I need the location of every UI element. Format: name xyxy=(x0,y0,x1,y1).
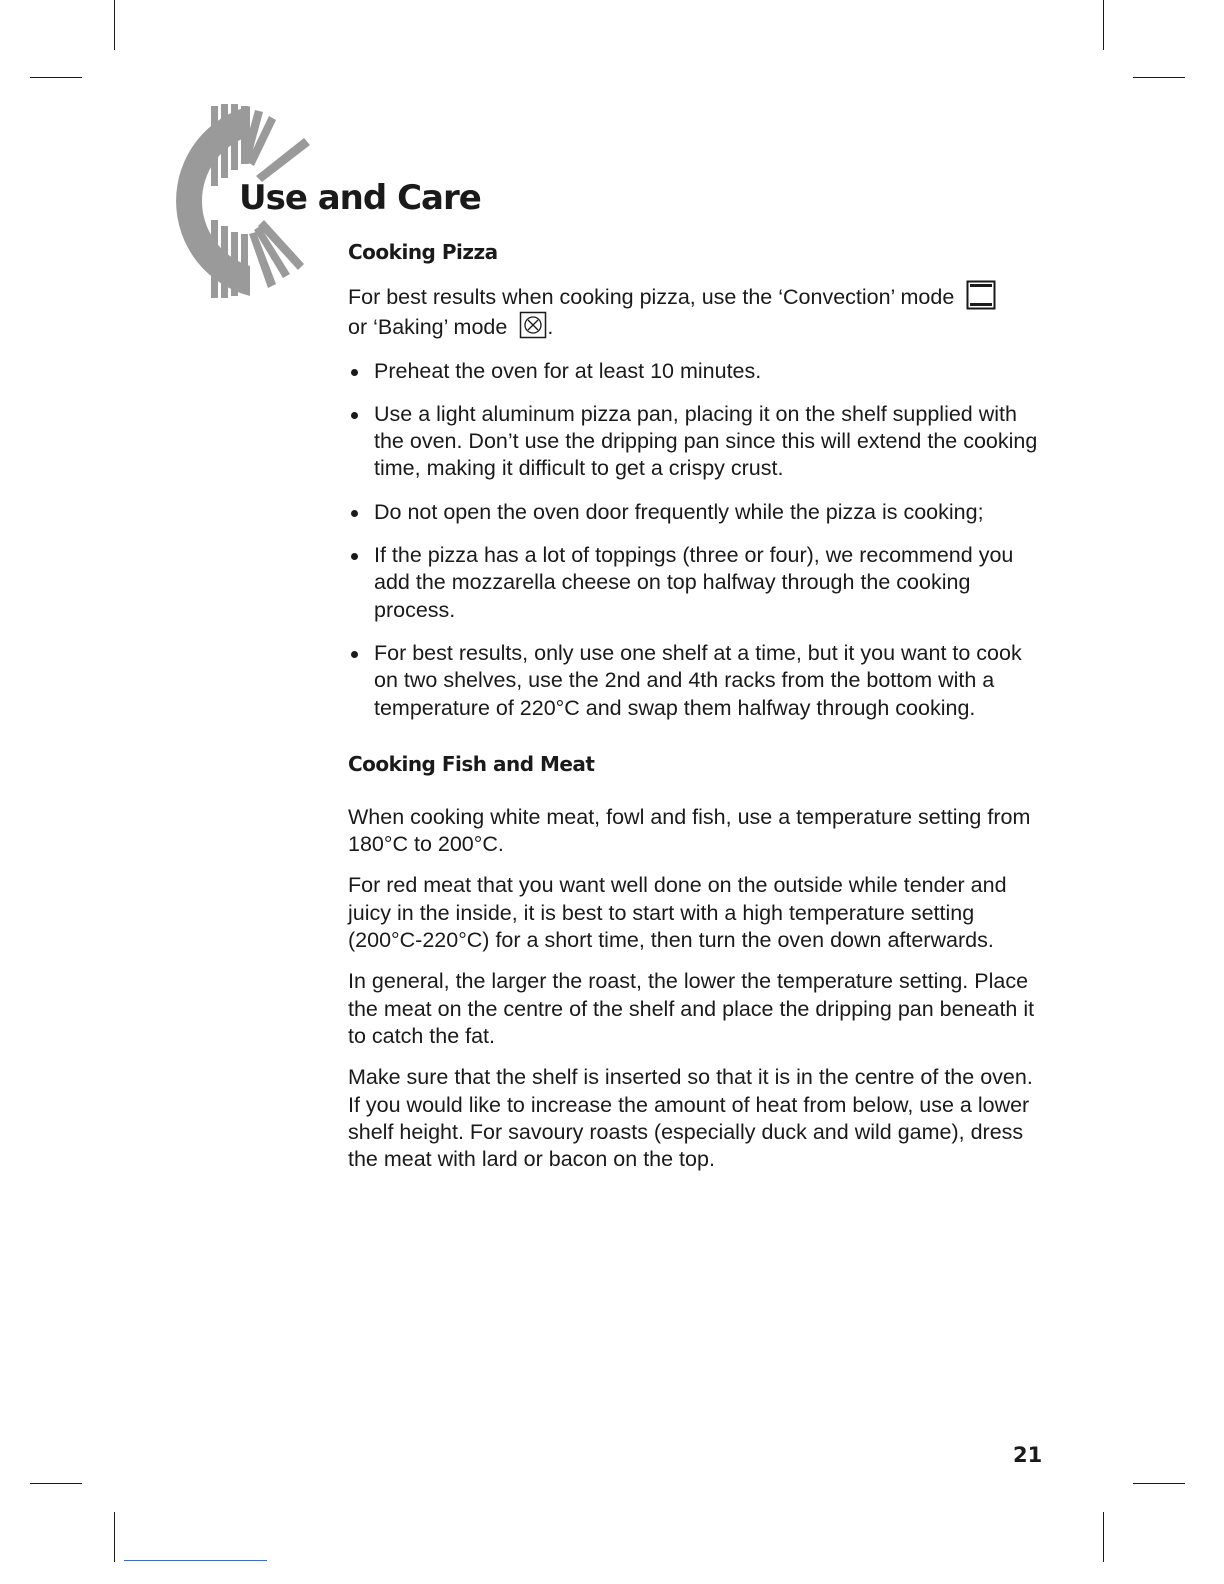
list-item: For best results, only use one shelf at a time, but it you want to cook on two shelves, use the 2nd and 4th racks from the bottom with a temperature of 220°C and swap them halfway through cooking. xyxy=(348,640,1048,722)
pizza-tips-list xyxy=(348,358,1048,722)
list-item: Use a light aluminum pizza pan, placing it on the shelf supplied with the oven. Don’t use the dripping pan since this will extend the cooking time, making it difficult to get a crispy crust. xyxy=(348,401,1048,483)
page-number: 21 xyxy=(1013,1443,1043,1467)
crop-mark-right-bottom xyxy=(1133,1483,1185,1484)
crop-mark-bottom-left xyxy=(114,1512,115,1562)
link-underline xyxy=(124,1560,267,1561)
pizza-intro xyxy=(348,280,1048,342)
section-heading-fish-meat: Cooking Fish and Meat xyxy=(348,751,595,776)
pizza-intro-end: . xyxy=(547,315,554,340)
paragraph: When cooking white meat, fowl and fish, use a temperature setting from 180°C to 200°C. xyxy=(348,804,1031,857)
crop-mark-top-right xyxy=(1103,0,1104,50)
paragraph: In general, the larger the roast, the lower the temperature setting. Place the meat on the centre of the shelf and place the dripping pan beneath it to catch the fat. xyxy=(348,969,1035,1048)
pizza-intro-part1: For best results when cooking pizza, use the ‘Convection’ mode xyxy=(348,285,955,309)
baking-mode-icon xyxy=(519,311,547,339)
page-title: Use and Care xyxy=(239,178,481,218)
pizza-intro-part2: or ‘Baking’ mode xyxy=(348,315,508,340)
convection-mode-icon xyxy=(966,280,996,310)
main-content xyxy=(348,240,1048,1173)
paragraph: Make sure that the shelf is inserted so that it is in the centre of the oven. If you would like to increase the amount of heat from below, use a lower shelf height. For savoury roasts (especially duck and wild game), dress the meat with lard or bacon on the top. xyxy=(348,1065,1033,1172)
crop-mark-bottom-right xyxy=(1103,1512,1104,1562)
crop-mark-left-top xyxy=(30,77,82,78)
list-item: Do not open the oven door frequently while the pizza is cooking; xyxy=(348,499,1048,526)
section-heading-pizza: Cooking Pizza xyxy=(348,240,498,264)
crop-mark-top-left xyxy=(114,0,115,50)
crop-mark-left-bottom xyxy=(30,1483,82,1484)
crop-mark-right-top xyxy=(1133,77,1185,78)
paragraph: For red meat that you want well done on the outside while tender and juicy in the inside, it is best to start with a high temperature setting (200°C-220°C) for a short time, then turn the oven down afterwards. xyxy=(348,873,1007,953)
list-item: If the pizza has a lot of toppings (three or four), we recommend you add the mozzarella cheese on top halfway through the cooking process. xyxy=(348,542,1048,624)
list-item: Preheat the oven for at least 10 minutes. xyxy=(348,358,1048,385)
